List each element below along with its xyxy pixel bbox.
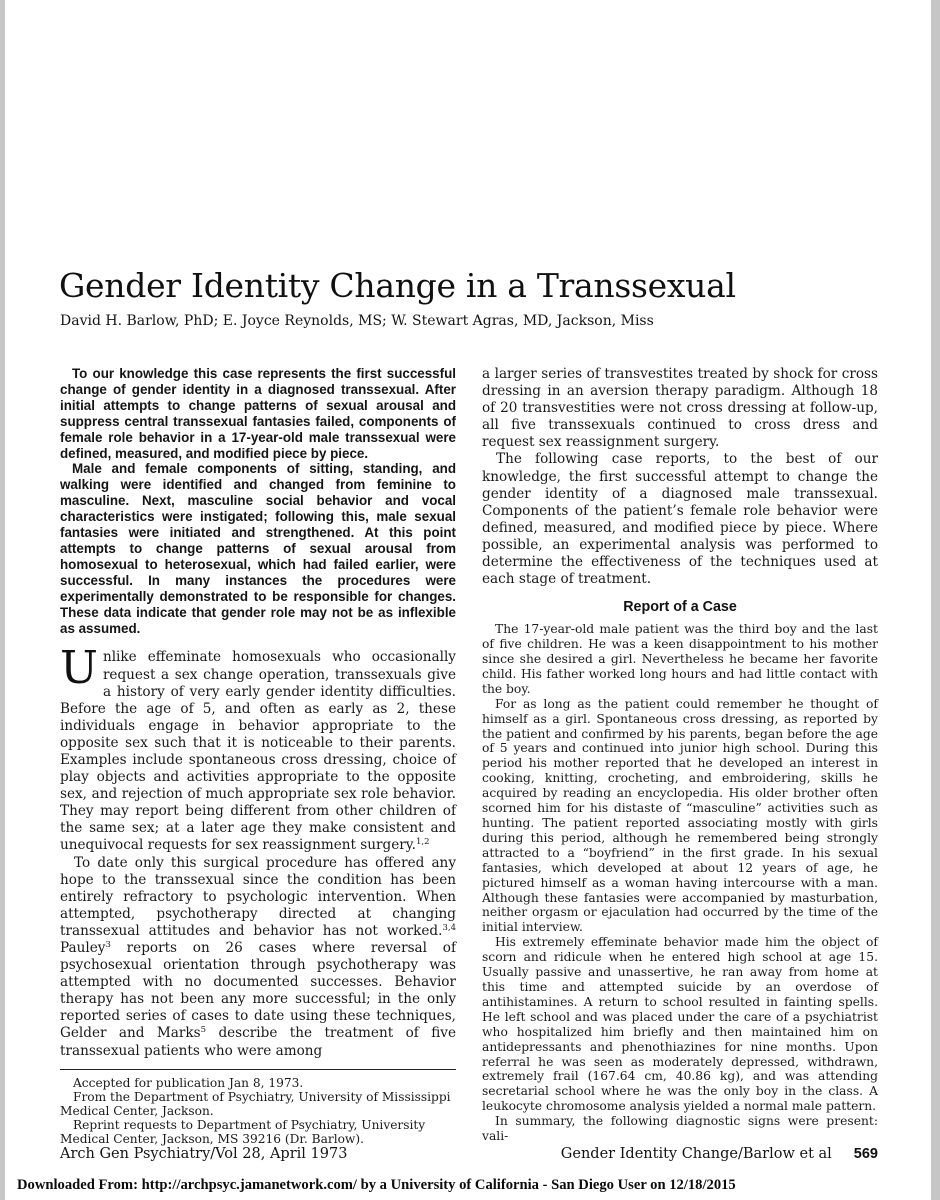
continuation-paragraph-2: The following case reports, to the best of our knowledge, the first successful attempt to change the gender identity of a diagnosed male transsexual. Components of the patient’s female role behavior were defined, measured, and modified piece by piece. Where possible, an experimental analysis was performed to determine the effectiveness of the techniques used at each stage of treatment.	[482, 451, 878, 588]
byline: David H. Barlow, PhD; E. Joyce Reynolds, MS; W. Stewart Agras, MD, Jackson, Miss	[60, 313, 654, 329]
two-column-body	[60, 366, 878, 1147]
case-paragraph-1: The 17-year-old male patient was the third boy and the last of five children. He was a keen disappointment to his mother since she desired a girl. Nevertheless he became her favorite child. His father worked long hours and had little contact with the boy.	[482, 622, 878, 696]
intro-paragraph-2: To date only this surgical procedure has offered any hope to the transsexual since the condition has been entirely refractory to psychologic intervention. When attempted, psychotherapy directed at changing transsexual attitudes and behavior has not worked.$^{3,4}$ Pauley$^3$ reports on 26 cases where reversal of psychosexual orientation through psychotherapy was attempted with no documented successes. Behavior therapy has not been any more successful; in the only reported series of cases to date using these techniques, Gelder and Marks$^5$ describe the treatment of five transsexual patients who were among	[60, 854, 456, 1059]
footer-right	[561, 1146, 878, 1162]
case-paragraph-4: In summary, the following diagnostic signs were present: vali-	[482, 1114, 878, 1144]
page-number: 569	[853, 1146, 878, 1162]
scan-edge-left	[0, 0, 5, 1200]
footnotes	[60, 1076, 456, 1147]
drop-cap: U	[60, 641, 98, 695]
abstract-paragraph-1: To our knowledge this case represents the first successful change of gender identity in a diagnosed transsexual. After initial attempts to change patterns of sexual arousal and suppress central transsexual fantasies failed, components of female role behavior in a 17-year-old male transsexual were defined, measured, and modified piece by piece.	[60, 366, 456, 461]
scan-edge-right	[931, 0, 940, 1200]
abstract-paragraph-2: Male and female components of sitting, standing, and walking were identified and changed from feminine to masculine. Next, masculine social behavior and vocal characteristics were instigated; following this, male sexual fantasies were initiated and strengthened. At this point attempts to change patterns of sexual arousal from homosexual to heterosexual, which had failed earlier, were successful. In many instances the procedures were experimentally demonstrated to be responsible for changes. These data indicate that gender role may not be as inflexible as assumed.	[60, 461, 456, 636]
footnote-affiliation: From the Department of Psychiatry, University of Mississippi Medical Center, Jackson.	[60, 1089, 451, 1119]
right-column	[482, 366, 878, 1147]
running-head: Gender Identity Change/Barlow et al	[560, 1146, 832, 1162]
abstract	[60, 366, 456, 636]
journal-citation: Arch Gen Psychiatry/Vol 28, April 1973	[60, 1146, 348, 1162]
case-paragraph-2: For as long as the patient could remember he thought of himself as a girl. Spontaneous cross dressing, as reported by the patient and confirmed by his parents, began before the age of 5 years and continued into junior high school. During this period his mother reported that he developed an interest in cooking, knitting, crocheting, and embroidering, skills he acquired by reading an encyclopedia. His older brother often scorned him for his distaste of “masculine” activities such as hunting. The patient reported associating mostly with girls during this period, although he remembered being strongly attracted to a “boyfriend” in the first grade. In his sexual fantasies, which developed at about 12 years of age, he pictured himself as a woman having intercourse with a man. Although these fantasies were accompanied by masturbation, neither orgasm or ejaculation had occurred by the time of the initial interview.	[482, 696, 878, 935]
footnote-reprints: Reprint requests to Department of Psychiatry, University Medical Center, Jackson, MS 39216 (Dr. Barlow).	[60, 1118, 426, 1147]
download-notice: Downloaded From: http://archpsyc.jamanetwork.com/ by a University of California - San Diego User on 12/18/2015	[17, 1177, 736, 1193]
page-title: Gender Identity Change in a Transsexual	[59, 266, 736, 306]
continuation-paragraph-1: a larger series of transvestites treated by shock for cross dressing in an aversion therapy paradigm. Although 18 of 20 transvestities were not cross dressing at follow-up, all five transsexuals continued to cross dress and request sex reassignment surgery.	[482, 366, 878, 451]
intro-paragraph-1	[60, 641, 456, 854]
intro-paragraph-1-text: nlike effeminate homosexuals who occasionally request a sex change operation, transsexuals give a history of very early gender identity difficulties. Before the age of 5, and often as early as 2, these individuals engage in behavior appropriate to the opposite sex such that it is noticeable to their parents. Examples include spontaneous cross dressing, choice of play objects and activities appropriate to the opposite sex, and rejection of much appropriate sex role behavior. They may report being different from other children of the same sex; at a later age they make consistent and unequivocal requests for sex reassignment surgery.$^{1,2}$	[60, 649, 456, 854]
section-heading-report-of-a-case: Report of a Case	[623, 599, 737, 616]
left-column	[60, 366, 456, 1147]
footnote-accepted: Accepted for publication Jan 8, 1973.	[73, 1075, 304, 1090]
page-footer	[60, 1146, 878, 1162]
footnote-rule	[60, 1069, 456, 1070]
case-paragraph-3: His extremely effeminate behavior made him the object of scorn and ridicule when he entered high school at age 15. Usually passive and unassertive, he ran away from home at this time and attempted suicide by an overdose of antihistamines. A return to school resulted in fainting spells. He left school and was placed under the care of a psychiatrist who hospitalized him briefly and then maintained him on antidepressants and phenothiazines for nine months. Upon referral he was seen as moderately depressed, withdrawn, extremely frail (167.64 cm, 40.86 kg), and was attending secretarial school where he was the only boy in the class. A leukocyte chromosome analysis yielded a normal male pattern.	[482, 935, 878, 1114]
